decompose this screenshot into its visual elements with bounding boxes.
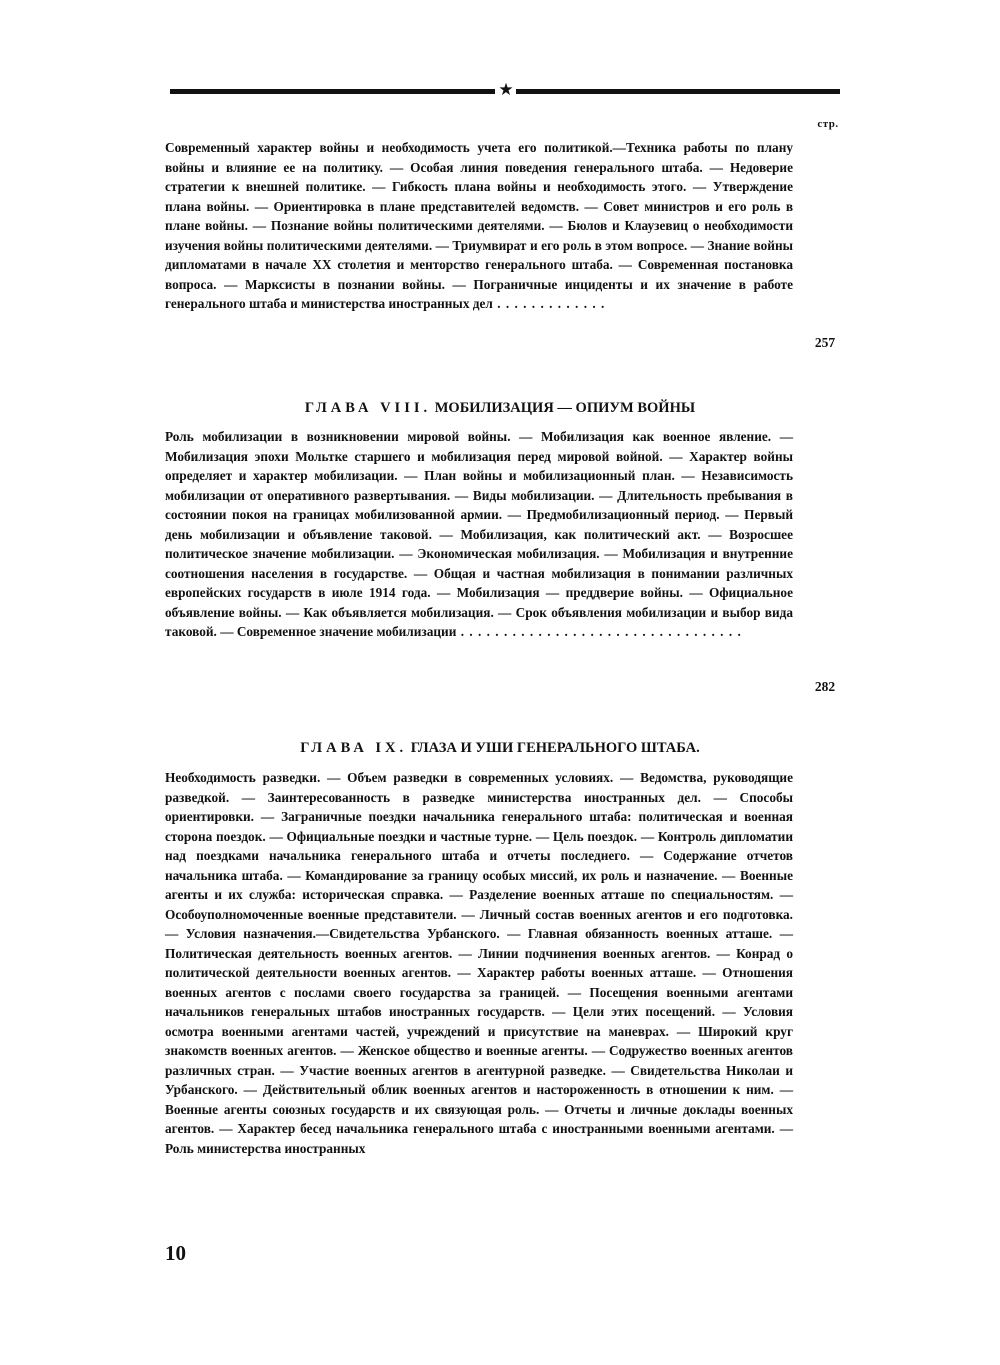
chapter-ix-heading — [165, 738, 835, 758]
toc-entry-text: Современный характер войны и необходимость учета его политикой.—Техника работы по плану войны и влияние ее на политику. — Особая линия поведения генерального штаба. — Недоверие стратегии к внешней политике. — Гибкость плана войны и необходимость этого. — Утверждение плана войны. — Ориентировка в плане представителей ведомств. — Совет министров и его роль в плане войны. — Познание войны политическими деятелями. — Бюлов и Клаузевиц о необходимости изучения войны политическими деятелями. — Триумвират и его роль в этом вопросе. — Знание войны дипломатами в начале XX столетия и менторство генерального штаба. — Современная постановка вопроса. — Марксисты в познании войны. — Пограничные инциденты и их значение в работе генерального штаба и министерства иностранных дел . . . . . . . . . . . . . — [165, 140, 793, 311]
toc-entry-text: Необходимость разведки. — Объем разведки в современных условиях. — Ведомства, руководящие разведкой. — Заинтересованность в разведке министерства иностранных дел. — Способы ориентировки. — Заграничные поездки начальника генерального штаба: политическая и военная сторона поездок. — Официальные поездки и частные турне. — Цель поездок. — Контроль дипломатии над поездками начальника генерального штаба и отчеты последнего. — Содержание отчетов начальника штаба. — Командирование за границу особых миссий, их роль и назначение. — Военные агенты и их служба: историческая справка. — Разделение военных атташе по специальностям. — Особоуполномоченные военные представители. — Личный состав военных агентов и его подготовка. — Условия назначения.—Свидетельства Урбанского. — Главная обязанность военных атташе. — Политическая деятельность военных агентов. — Линии подчинения военных агентов. — Конрад о политической деятельности военных агентов. — Характер работы военных атташе. — Отношения военных агентов с послами своего государства за границей. — Посещения военными агентами начальников генеральных штабов иностранных государств. — Цели этих посещений. — Условия осмотра военными агентами частей, учреждений и присутствие на маневрах. — Широкий круг знакомств военных агентов. — Женское общество и военные агенты. — Содружество военных агентов различных стран. — Участие военных агентов в агентурной разведке. — Свидетельства Николаи и Урбанского. — Действительный облик военных агентов и настороженность в отношении к ним. — Военные агенты союзных государств и их связующая роль. — Отчеты и личные доклады военных агентов. — Характер бесед начальника генерального штаба с иностранными военными агентами. — Роль министерства иностранных — [165, 770, 793, 1156]
toc-entry-page-number: 257 — [814, 335, 836, 350]
page-column-label: стр. — [817, 118, 839, 130]
chapter-title: ГЛАЗА И УШИ ГЕНЕРАЛЬНОГО ШТАБА. — [410, 740, 700, 756]
page-number: 10 — [165, 1241, 186, 1265]
chapter-prefix: ГЛАВА VIII. — [304, 400, 432, 416]
chapter-prefix: ГЛАВА IX. — [300, 740, 408, 756]
toc-entry-page-number: 282 — [814, 679, 836, 694]
rule-left-bar — [170, 89, 495, 94]
toc-entry-text: Роль мобилизации в возникновении мировой войны. — Мобилизация как военное явление. — Мобилизация эпохи Мольтке старшего и мобилизация перед мировой войной. — Характер войны определяет и характер мобилизации. — План войны и мобилизационный план. — Независимость мобилизации от оперативного развертывания. — Виды мобилизации. — Длительность пребывания в состоянии покоя на границах мобилизованной армии. — Предмобилизационный период. — Первый день мобилизации и объявление таковой. — Мобилизация, как политический акт. — Возросшее политическое значение мобилизации. — Экономическая мобилизация. — Мобилизация и внутренние соотношения населения в государстве. — Общая и частная мобилизация в понимании различных европейских государств в июле 1914 года. — Мобилизация — преддверие войны. — Официальное объявление войны. — Как объявляется мобилизация. — Срок объявления мобилизации и выбор вида таковой. — Современное значение мобилизации . . . . . . . . . . . . . . . . . . . . . . . . . . . . . . . . . — [165, 429, 793, 639]
chapter-viii-heading — [165, 398, 835, 418]
chapter-title: МОБИЛИЗАЦИЯ — ОПИУМ ВОЙНЫ — [434, 400, 696, 416]
rule-right-bar — [516, 89, 840, 94]
star-icon: ★ — [498, 80, 514, 100]
header-ornament-rule — [170, 80, 840, 100]
